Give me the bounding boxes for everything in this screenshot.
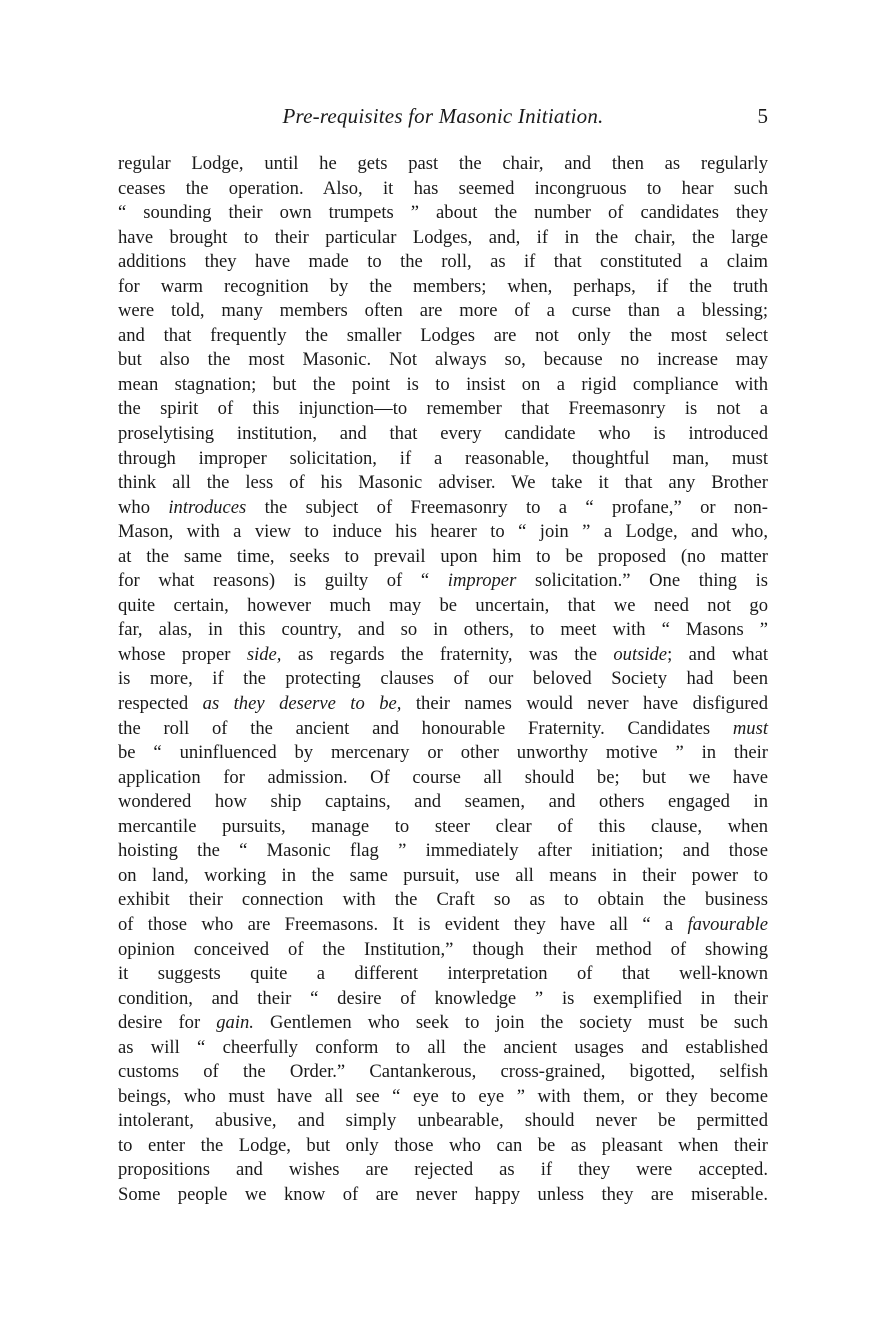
text-segment: of those who are Freemasons. It is evident they have all “ a [118,913,688,935]
text-line [118,766,768,791]
text-segment: through improper solicitation, if a reasonable, thoughtful man, must [118,447,768,469]
text-line [118,1011,768,1036]
text-segment: exhibit their connection with the Craft so as to obtain the business [118,889,768,911]
text-segment: Mason, with a view to induce his hearer to “ join ” a Lodge, and who, [118,521,768,543]
text-segment: additions they have made to the roll, as if that constituted a claim [118,251,768,273]
text-segment: ceases the operation. Also, it has seemed incongruous to hear such [118,177,768,199]
text-line [118,1036,768,1061]
text-segment: it suggests quite a different interpretation of that well-known [118,963,768,985]
text-line [118,1158,768,1183]
text-segment: who [118,496,169,518]
text-line [118,618,768,643]
italic-text: introduces [168,496,247,518]
text-segment: be “ uninfluenced by mercenary or other unworthy motive ” in their [118,742,768,764]
text-line [118,422,768,447]
italic-text: as they deserve to be, [202,693,402,715]
text-segment: to enter the Lodge, but only those who can be as pleasant when their [118,1134,768,1156]
text-line [118,152,768,177]
text-segment: regular Lodge, until he gets past the chair, and then as regularly [118,153,768,174]
text-segment: wondered how ship captains, and seamen, and others engaged in [118,791,768,813]
text-segment: for warm recognition by the members; when, perhaps, if the truth [118,275,768,297]
text-line [118,177,768,202]
text-line [118,1183,768,1208]
text-segment: intolerant, abusive, and simply unbearable, should never be permitted [118,1110,768,1132]
text-line [118,520,768,545]
text-segment: hoisting the “ Masonic flag ” immediately after initiation; and those [118,840,768,862]
text-line [118,692,768,717]
text-segment: have brought to their particular Lodges, and, if in the chair, the large [118,226,768,248]
text-line [118,839,768,864]
text-segment: beings, who must have all see “ eye to eye ” with them, or they become [118,1085,768,1107]
italic-text: gain. [216,1012,254,1034]
text-line [118,667,768,692]
text-segment: mercantile pursuits, manage to steer clear of this clause, when [118,815,768,837]
text-segment: desire for [118,1012,217,1034]
text-segment: customs of the Order.” Cantankerous, cross-grained, bigotted, selfish [118,1061,768,1083]
text-segment: but also the most Masonic. Not always so, because no increase may [118,349,768,371]
text-line [118,790,768,815]
text-line [118,815,768,840]
text-segment: as regards the fraternity, was the [281,643,614,665]
text-segment: opinion conceived of the Institution,” though their method of showing [118,938,768,960]
text-segment: the subject of Freemasonry to a “ profane,” or non- [246,496,768,518]
text-segment: whose proper [118,643,247,665]
text-segment: the roll of the ancient and honourable Fraternity. Candidates [118,717,733,739]
text-segment: Gentlemen who seek to join the society must be such [253,1012,769,1034]
italic-text: favourable [687,913,768,935]
italic-text: outside [613,643,668,665]
text-line [118,717,768,742]
text-line [118,888,768,913]
text-segment: is more, if the protecting clauses of our beloved Society had been [118,668,768,690]
italic-text: improper [447,570,517,592]
text-line [118,643,768,668]
text-segment: ; and what [667,643,768,665]
running-title: Pre-requisites for Masonic Initiation. [282,104,604,128]
text-line [118,373,768,398]
text-line [118,913,768,938]
text-line [118,1060,768,1085]
text-line [118,250,768,275]
text-segment: the spirit of this injunction—to remember that Freemasonry is not a [118,398,768,420]
text-line [118,447,768,472]
text-line [118,1109,768,1134]
text-line [118,201,768,226]
text-line [118,545,768,570]
text-segment: solicitation.” One thing is [516,570,768,592]
text-line [118,962,768,987]
italic-text: must [732,717,768,739]
text-line [118,594,768,619]
text-line [118,741,768,766]
text-segment: as will “ cheerfully conform to all the ancient usages and established [118,1036,768,1058]
text-line [118,496,768,521]
italic-text: side, [246,643,282,665]
text-line [118,226,768,251]
text-segment: propositions and wishes are rejected as if they were accepted. [118,1159,768,1181]
text-segment: mean stagnation; but the point is to insist on a rigid compliance with [118,373,768,395]
text-line [118,299,768,324]
text-segment: think all the less of his Masonic adviser. We take it that any Brother [118,472,768,494]
text-segment: application for admission. Of course all should be; but we have [118,766,768,788]
text-segment: and that frequently the smaller Lodges are not only the most select [118,324,768,346]
text-segment: for what reasons) is guilty of “ [118,570,448,592]
text-line [118,397,768,422]
running-head [118,104,768,134]
text-segment: Some people we know of are never happy unless they are miserable. [118,1183,768,1205]
text-segment: quite certain, however much may be uncertain, that we need not go [118,594,768,616]
text-segment: “ sounding their own trumpets ” about the number of candidates they [118,202,768,224]
text-segment: their names would never have disfigured [401,693,768,715]
body-text [118,152,768,1208]
text-line [118,987,768,1012]
text-segment: were told, many members often are more of a curse than a blessing; [118,300,768,322]
text-segment: at the same time, seeks to prevail upon him to be proposed (no matter [118,545,768,567]
text-line [118,275,768,300]
text-line [118,864,768,889]
text-segment: respected [118,693,203,715]
text-segment: far, alas, in this country, and so in others, to meet with “ Masons ” [118,619,768,641]
text-line [118,324,768,349]
text-line [118,1085,768,1110]
text-segment: condition, and their “ desire of knowledge ” is exemplified in their [118,987,768,1009]
text-line [118,569,768,594]
text-line [118,1134,768,1159]
text-line [118,938,768,963]
text-segment: proselytising institution, and that every candidate who is introduced [118,423,768,445]
text-line [118,348,768,373]
text-segment: on land, working in the same pursuit, use all means in their power to [118,864,768,886]
text-line [118,471,768,496]
page-number: 5 [757,104,768,128]
